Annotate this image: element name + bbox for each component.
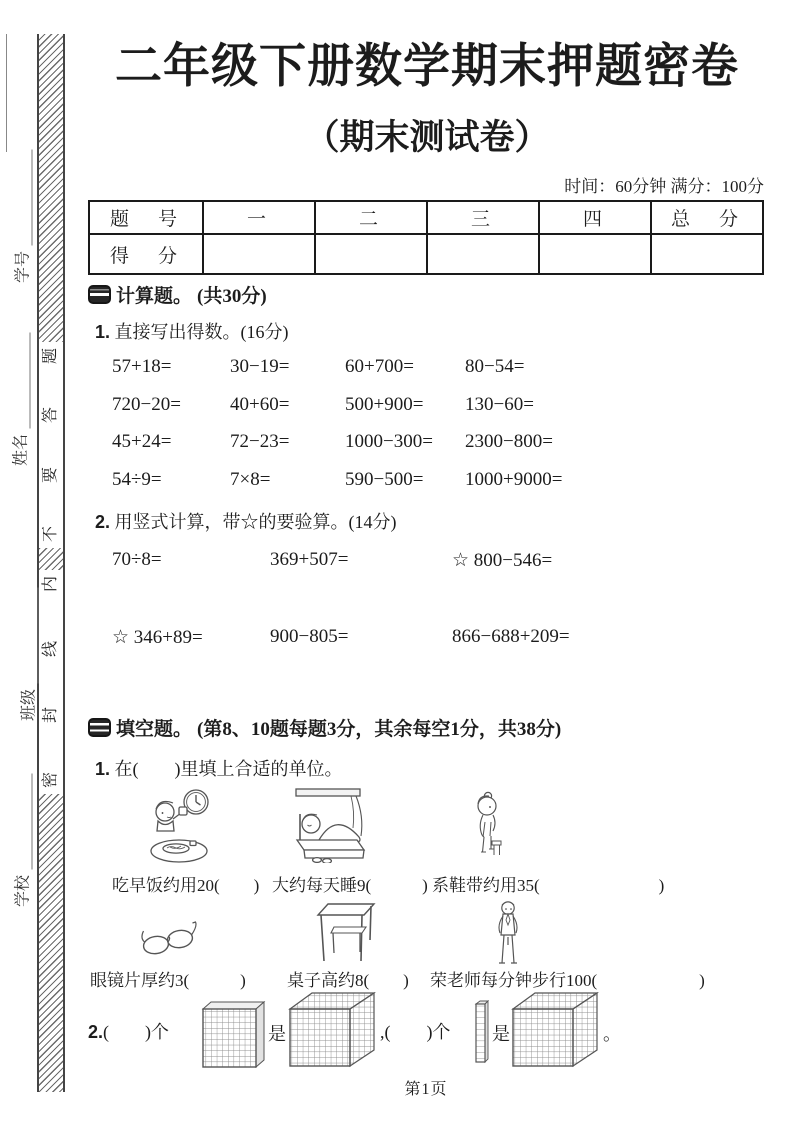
score-empty-cell [203,234,315,274]
student-name-label: 姓名 [12,434,30,467]
problem: 866−688+209= [452,626,570,647]
score-empty-cell [539,234,651,274]
fill-blank-text: 。 [603,1024,621,1044]
problem: 60+700= [345,356,414,377]
problem: 70÷8= [112,549,162,570]
score-row-label: 得 分 [89,234,203,274]
time-score-meta: 时间：60分钟 满分：100分 [564,177,764,196]
problem: 1000+9000= [465,468,563,490]
thousand-cube-block [286,990,378,1068]
fill-blank-text: ( )个 [103,1022,170,1042]
unit-caption: 荣老师每分钟步行100( ) [430,971,705,990]
problem: 590−500= [345,468,424,490]
seal-char: 答 [41,407,59,424]
problem: 72−23= [230,431,290,452]
blank-rule [16,333,31,429]
problem: 900−805= [270,626,349,647]
question-number: 1. [95,759,111,779]
seal-char: 题 [41,347,59,365]
score-header-cell: 题 号 [89,201,203,234]
score-header-cell: 二 [315,201,427,234]
s1-question2 [95,508,397,534]
vertical-calculation-grid [112,549,732,652]
s2-question2-middle [380,1018,451,1044]
score-header-cell: 总 分 [651,201,763,234]
problem: 45+24= [112,431,172,452]
problem: 80−54= [465,356,525,377]
score-header-cell: 四 [539,201,651,234]
hundred-flat-block [200,1000,266,1068]
score-header-cell: 一 [203,201,315,234]
problem: 1000−300= [345,431,433,452]
fill-blank-text: 是 [268,1024,286,1044]
score-empty-cell [651,234,763,274]
unit-caption: 吃早饭约用20( ) [112,876,260,895]
problem: ☆ 800−546= [452,550,553,571]
seal-text-upper [39,342,63,548]
seal-line-column [37,34,65,1092]
section-two-badge-icon [88,718,111,737]
unit-caption: 桌子高约8( ) [287,971,409,990]
question-number: 2. [95,512,111,532]
section2-title: 填空题。 [116,719,193,740]
school-field [10,766,33,916]
s2-question1 [95,755,343,781]
problem: 30−19= [230,356,290,377]
school-label: 学校 [14,875,32,908]
section-one-badge-icon [88,285,111,304]
breakfast-scene-illustration [148,788,210,866]
seal-text-lower [39,570,63,794]
student-name-field [8,325,31,475]
glasses-illustration [140,916,198,960]
problem: 720−20= [112,393,181,415]
question-text: 在( )里填上合适的单位。 [114,759,343,779]
unit-caption: 大约每天睡9( ) [272,876,428,895]
section2-points: (第8、10题每题3分，其余每空1分，共38分) [197,719,562,740]
problem: ☆ 346+89= [112,627,203,648]
score-table [88,200,764,275]
shoelace-scene-illustration [470,791,504,861]
student-number-field [10,142,33,292]
seal-char: 线 [41,641,59,658]
fill-blank-text: ,( )个 [380,1022,451,1042]
teacher-illustration [495,900,521,970]
blank-rule [18,150,33,246]
student-number-label: 学号 [14,251,32,284]
problem: 57+18= [112,356,172,377]
page-subtitle: （期末测试卷） [304,118,550,157]
page-number: 第1页 [404,1081,448,1098]
page-title: 二年级下册数学期末押题密卷 [115,41,739,93]
class-field [16,580,39,730]
oral-calculation-grid [112,356,712,506]
problem: 7×8= [230,468,271,490]
question-number: 1. [95,322,111,342]
seal-char: 密 [41,771,59,788]
table-illustration [316,902,376,966]
class-label: 班级 [20,689,38,722]
blank-rule [18,774,33,870]
thousand-cube-block [509,990,601,1068]
unit-caption: 眼镜片厚约3( ) [90,971,246,990]
section1-title: 计算题。 [116,286,193,307]
question-text: 直接写出得数。(16分) [114,322,289,342]
problem: 130−60= [465,393,534,415]
s1-question1 [95,318,289,344]
problem: 40+60= [230,393,290,415]
seal-char: 内 [41,575,59,593]
question-text: 用竖式计算，带☆的要验算。(14分) [114,512,397,532]
problem: 54÷9= [112,468,162,490]
section2-heading [88,714,561,741]
s2-question2-start [88,1018,169,1044]
score-header-cell: 三 [427,201,539,234]
unit-caption: 系鞋带约用35( ) [432,876,665,895]
question-number: 2. [88,1022,104,1042]
seal-char: 要 [41,466,59,483]
problem: 500+900= [345,393,424,415]
blank-rule [24,588,39,684]
sleeping-scene-illustration [287,788,368,863]
problem: 369+507= [270,549,349,570]
seal-char: 封 [41,706,59,723]
score-empty-cell [315,234,427,274]
section1-heading [88,281,267,308]
section1-points: (共30分) [197,286,267,307]
seal-char: 不 [41,525,59,542]
fill-blank-text: 是 [492,1024,510,1044]
score-empty-cell [427,234,539,274]
problem: 2300−800= [465,431,553,452]
page-edge-line [6,34,7,152]
ten-rod-block [474,1000,490,1064]
